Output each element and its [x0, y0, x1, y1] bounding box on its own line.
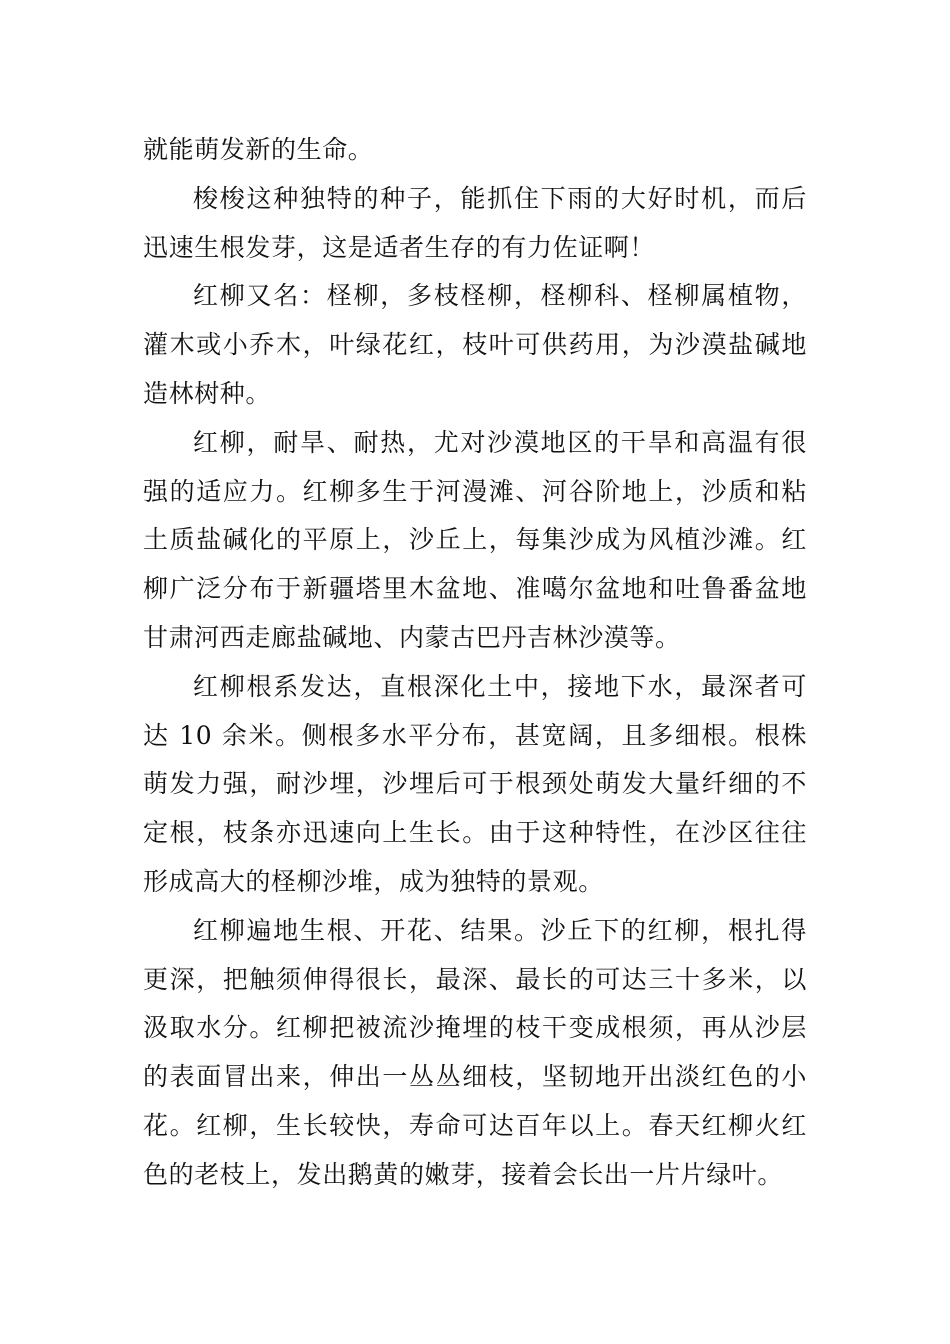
- paragraph-saxaul-seeds: 梭梭这种独特的种子，能抓住下雨的大好时机，而后迅速生根发芽，这是适者生存的有力佐证啊！: [143, 183, 807, 262]
- paragraph-tamarisk-names: 红柳又名：柽柳，多枝柽柳，柽柳科、柽柳属植物，灌木或小乔木，叶绿花红，枝叶可供药用，为沙漠盐碱地造林树种。: [143, 281, 807, 408]
- paragraph-tamarisk-habitat: 红柳，耐旱、耐热，尤对沙漠地区的干旱和高温有很强的适应力。红柳多生于河漫滩、河谷阶地上，沙质和粘土质盐碱化的平原上，沙丘上，每集沙成为风植沙滩。红柳广泛分布于新疆塔里木盆地、准噶尔盆地和吐鲁番盆地甘肃河西走廊盐碱地、内蒙古巴丹吉林沙漠等。: [143, 427, 807, 652]
- paragraph-continued: 就能萌发新的生命。: [143, 135, 374, 164]
- paragraph-tamarisk-roots: 红柳根系发达，直根深化土中，接地下水，最深者可达 10 余米。侧根多水平分布，甚宽阔，且多细根。根株萌发力强，耐沙埋，沙埋后可于根颈处萌发大量纤细的不定根，枝条亦迅速向上生长。由于这种特性，在沙区往往形成高大的柽柳沙堆，成为独特的景观。: [143, 671, 807, 896]
- document-page: [143, 126, 807, 1200]
- paragraph-tamarisk-growth: 红柳遍地生根、开花、结果。沙丘下的红柳，根扎得更深，把触须伸得很长，最深、最长的可达三十多米，以汲取水分。红柳把被流沙掩埋的枝干变成根须，再从沙层的表面冒出来，伸出一丛丛细枝，坚韧地开出淡红色的小花。红柳，生长较快，寿命可达百年以上。春天红柳火红色的老枝上，发出鹅黄的嫩芽，接着会长出一片片绿叶。: [143, 915, 807, 1189]
